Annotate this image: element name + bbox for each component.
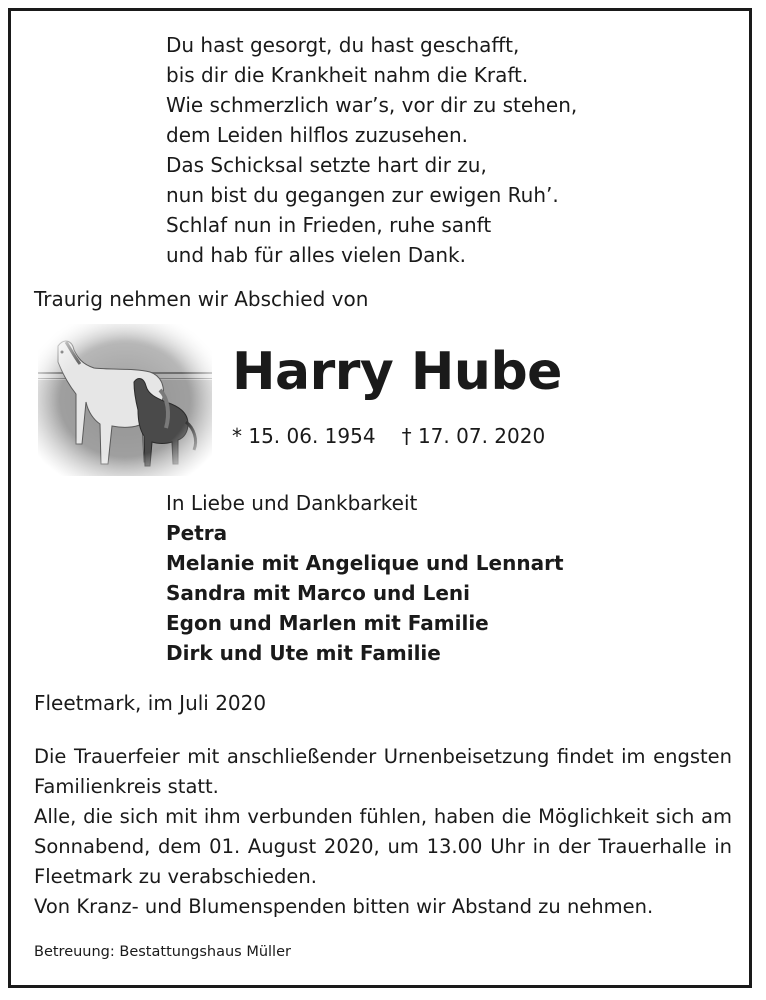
mourners-intro: In Liebe und Dankbarkeit [166,491,418,515]
place-date: Fleetmark, im Juli 2020 [34,691,267,715]
horses-photo-icon [38,324,212,476]
mourner-name: Egon und Marlen mit Familie [166,611,489,635]
deceased-name: Harry Hube [232,342,562,402]
funeral-home-credit: Betreuung: Bestattungshaus Müller [34,944,291,960]
birth-date: * 15. 06. 1954 [232,424,376,448]
death-date: † 17. 07. 2020 [401,424,546,448]
mourner-name: Petra [166,521,228,545]
poem-line: Wie schmerzlich war’s, vor dir zu stehen, [166,93,578,117]
farewell-intro: Traurig nehmen wir Abschied von [34,287,369,311]
poem [166,30,577,270]
poem-line: und hab für alles vielen Dank. [166,243,466,267]
mourner-name: Sandra mit Marco und Leni [166,581,470,605]
poem-line: Schlaf nun in Frieden, ruhe sanft [166,213,492,237]
notice-paragraph: Alle, die sich mit ihm verbunden fühlen, haben die Möglichkeit sich am Sonnabend, dem 01. August 2020, um 13.00 Uhr in der Trauerhalle in Fleetmark zu verabschieden. [34,805,732,888]
poem-line: Du hast gesorgt, du hast geschafft, [166,33,520,57]
funeral-notice [34,742,732,922]
poem-line: Das Schicksal setzte hart dir zu, [166,153,487,177]
mourner-name: Dirk und Ute mit Familie [166,641,441,665]
mourners-list [166,488,564,668]
mourner-name: Melanie mit Angelique und Lennart [166,551,564,575]
poem-line: dem Leiden hilflos zuzusehen. [166,123,469,147]
notice-paragraph: Von Kranz- und Blumenspenden bitten wir Abstand zu nehmen. [34,895,654,918]
poem-line: nun bist du gegangen zur ewigen Ruh’. [166,183,559,207]
notice-paragraph: Die Trauerfeier mit anschließender Urnenbeisetzung findet im engsten Familienkreis statt. [34,745,732,798]
life-dates [232,420,545,452]
poem-line: bis dir die Krankheit nahm die Kraft. [166,63,529,87]
